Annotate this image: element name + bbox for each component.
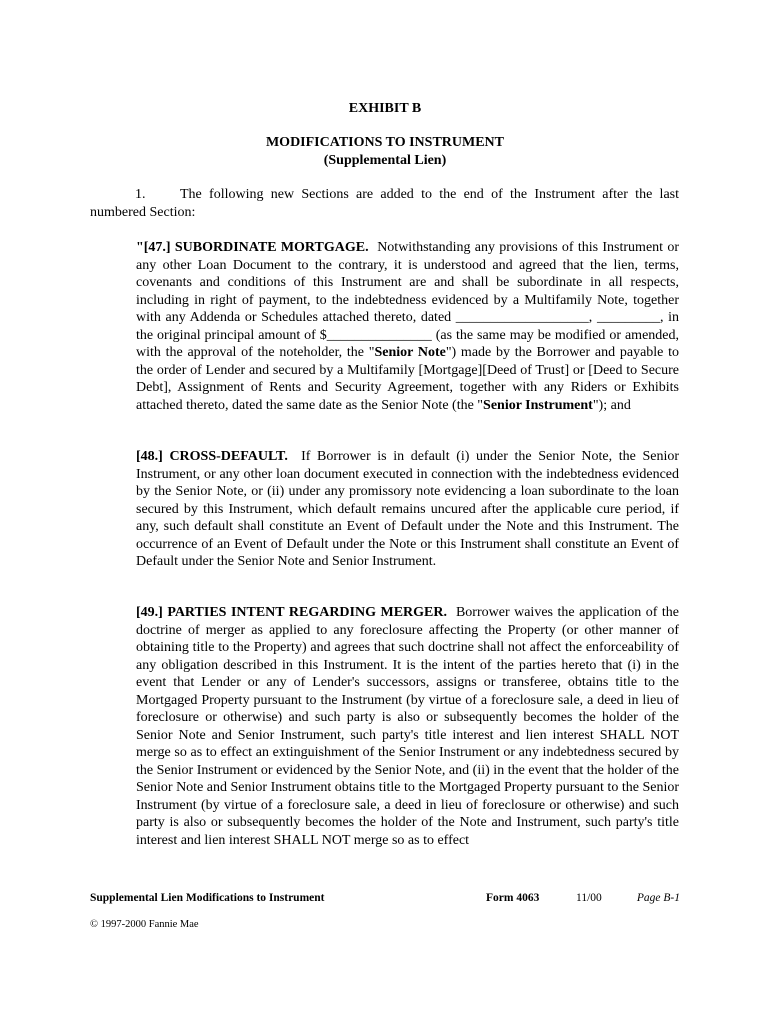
footer-page-number: Page B-1 — [636, 892, 680, 904]
footer-date: 11/00 — [576, 892, 602, 904]
footer-form-number: Form 4063 — [486, 892, 540, 904]
document-subtitle: (Supplemental Lien) — [323, 153, 447, 168]
section-47-heading: "[47.] SUBORDINATE MORTGAGE. — [136, 240, 369, 255]
section-47-text-a: Notwithstanding any provisions of this Instrument or any other Loan Document to the contrary, it is understood and agreed that the lien, terms, covenants and conditions of this Instrument are and shall be subordinate in all respects, including in right of payment, to the indebtedness evidenced by a Multifamily Note, together with any Addenda or Schedules attached thereto, dated ___________________, _________, in the original principal amount of $_______________ (as the same may be modified or amended, with the approval of the noteholder, the " — [136, 240, 679, 360]
intro-paragraph — [90, 186, 679, 221]
page-footer — [90, 890, 680, 907]
copyright-notice: © 1997-2000 Fannie Mae — [90, 919, 199, 930]
section-49-text: Borrower waives the application of the doctrine of merger as applied to any foreclosure affecting the Property (or other manner of obtaining title to the Property) and agrees that such doctrine shall not affect the enforceability of any obligation described in this Instrument. It is the intent of the parties hereto that (i) in the event that Lender or any of Lender's successors, assigns or transferee, obtains title to the Mortgaged Property pursuant to the Instrument (by virtue of a foreclosure sale, a deed in lieu of foreclosure or otherwise) and such party is also or subsequently becomes the holder of the Senior Note and Senior Instrument, such party's title interest and lien interest SHALL NOT merge so as to effect an extinguishment of the Senior Instrument or any indebtedness secured by the Senior Instrument or evidenced by the Senior Note, and (ii) in the event that the holder of the Senior Note and Senior Instrument obtains title to the Mortgaged Property pursuant to the Senior Instrument (by virtue of a foreclosure sale, a deed in lieu of foreclosure or otherwise) and such party is also or subsequently becomes the holder of the Note and Instrument, such party's title interest and lien interest SHALL NOT merge so as to effect — [136, 605, 680, 848]
intro-number: 1. — [135, 187, 146, 202]
senior-instrument-term: Senior Instrument — [483, 397, 593, 413]
section-48-heading: [48.] CROSS-DEFAULT. — [136, 449, 288, 464]
document-title: MODIFICATIONS TO INSTRUMENT — [265, 135, 505, 150]
section-48 — [136, 448, 679, 571]
senior-note-term: Senior Note — [374, 345, 446, 360]
exhibit-title: EXHIBIT B — [348, 101, 422, 116]
section-47 — [136, 239, 679, 414]
section-49-heading: [49.] PARTIES INTENT REGARDING MERGER. — [136, 605, 447, 620]
section-47-text-c: "); and — [592, 397, 631, 413]
section-48-text: If Borrower is in default (i) under the Senior Note, the Senior Instrument, or any other loan document executed in connection with the indebtedness evidenced by the Senior Note, or (ii) under any promissory note evidencing a loan subordinate to the loan secured by this Instrument, which default remains uncured after the applicable cure period, if any, such default shall constitute an Event of Default under the Note and this Instrument. The occurrence of an Event of Default under the Note or this Instrument shall constitute an Event of Default under the Senior Note and Senior Instrument. — [136, 449, 680, 569]
section-49 — [136, 604, 679, 849]
intro-text: The following new Sections are added to the end of the Instrument after the last numbered Section: — [90, 187, 679, 220]
section-47-text-b: ") made by the Borrower and payable to the order of Lender and secured by a Multifamily [Mortgage][Deed of Trust] or [Deed to Secure Debt], Assignment of Rents and Security Agreement, together with any Riders or Exhibits attached thereto, dated the same date as the Senior Note (the " — [136, 345, 679, 413]
footer-document-name: Supplemental Lien Modifications to Instrument — [90, 892, 325, 904]
